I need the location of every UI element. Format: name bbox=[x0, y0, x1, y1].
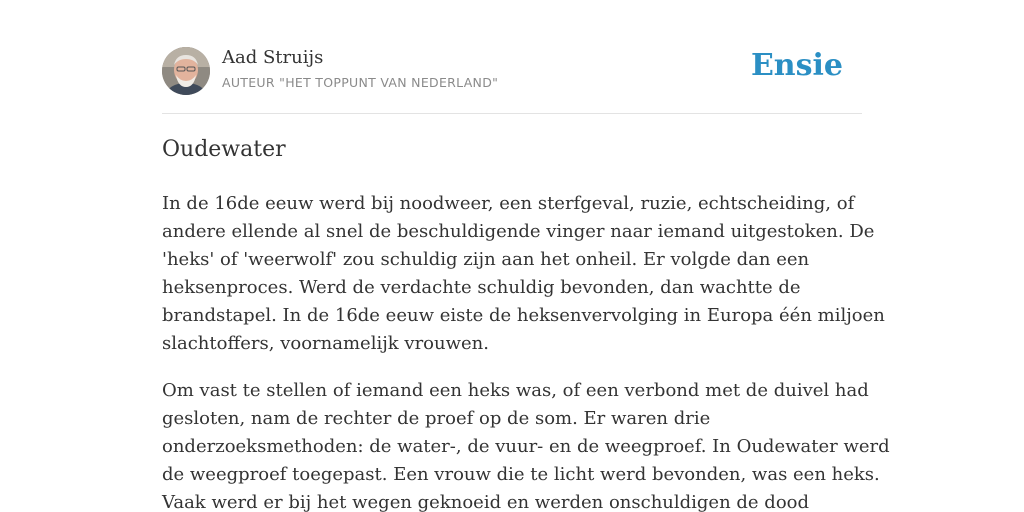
author-avatar[interactable] bbox=[162, 47, 210, 95]
paragraph bbox=[162, 190, 885, 358]
person-icon bbox=[162, 47, 210, 95]
text-line: brandstapel. In de 16de eeuw eiste de heksenvervolging in Europa één miljoen bbox=[162, 305, 885, 326]
paragraph bbox=[162, 377, 890, 512]
author-header bbox=[162, 46, 862, 96]
text-line: heksenproces. Werd de verdachte schuldig bevonden, dan wachtte de bbox=[162, 277, 801, 298]
text-line: Vaak werd er bij het wegen geknoeid en werden onschuldigen de dood bbox=[162, 492, 810, 512]
text-line: onderzoeksmethoden: de water-, de vuur- en de weegproef. In Oudewater werd bbox=[162, 436, 890, 457]
text-line: 'heks' of 'weerwolf' zou schuldig zijn aan het onheil. Er volgde dan een bbox=[162, 249, 810, 270]
text-line: slachtoffers, voornamelijk vrouwen. bbox=[162, 333, 489, 354]
text-line: andere ellende al snel de beschuldigende vinger naar iemand uitgestoken. De bbox=[162, 221, 875, 242]
author-role: AUTEUR "HET TOPPUNT VAN NEDERLAND" bbox=[222, 75, 499, 90]
article-title: Oudewater bbox=[162, 137, 286, 162]
article-body bbox=[162, 190, 890, 512]
author-name[interactable]: Aad Struijs bbox=[222, 47, 324, 68]
text-line: In de 16de eeuw werd bij noodweer, een sterfgeval, ruzie, echtscheiding, of bbox=[162, 193, 855, 214]
text-line: gesloten, nam de rechter de proef op de som. Er waren drie bbox=[162, 408, 711, 429]
text-line: Om vast te stellen of iemand een heks was, of een verbond met de duivel had bbox=[162, 380, 869, 401]
header-divider bbox=[162, 113, 862, 114]
ensie-logo[interactable]: Ensie bbox=[750, 48, 843, 83]
text-line: de weegproef toegepast. Een vrouw die te licht werd bevonden, was een heks. bbox=[162, 464, 880, 485]
